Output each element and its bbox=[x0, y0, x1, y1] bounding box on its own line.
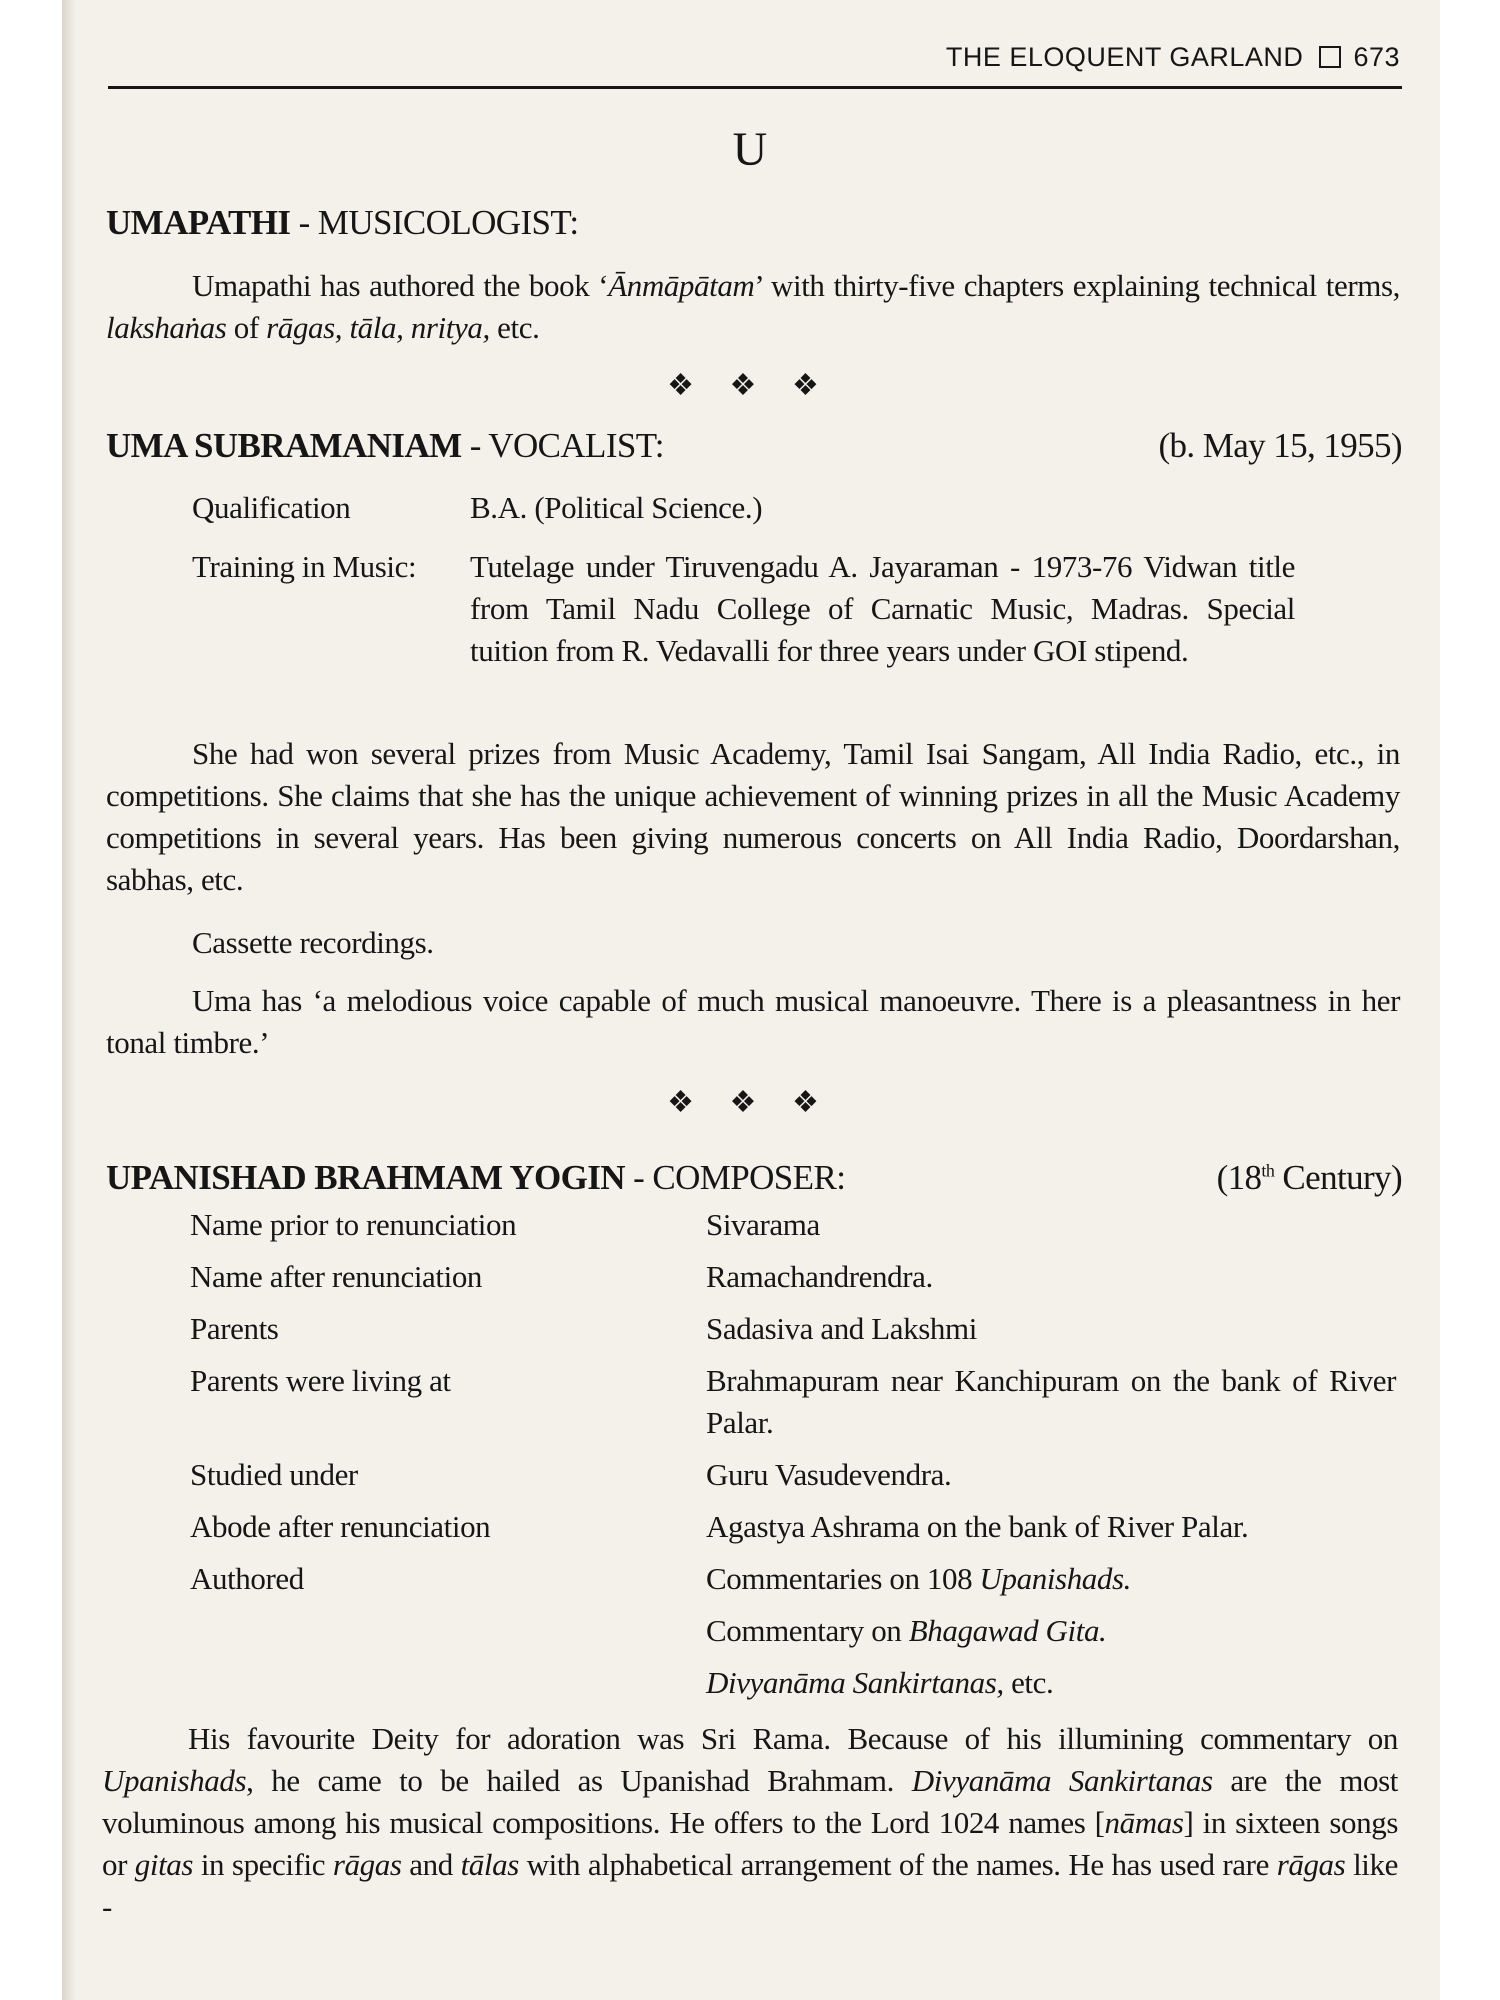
upanishad-description: His favourite Deity for adoration was Sri Rama. Because of his illumining commentary on Upanishads, he came to be hailed as Upanishad Brahmam. Divyanāma Sankirtanas are the most voluminous among his musical compositions. He offers to the Lord 1024 names [nāmas] in sixteen songs or gitas in specific rāgas and tālas with alphabetical arrangement of the names. He has used rare rāgas like - bbox=[102, 1721, 1398, 1924]
entry-heading-uma-subramaniam bbox=[106, 426, 1402, 466]
fact-row bbox=[0, 1558, 1500, 1600]
fact-label: Studied under bbox=[190, 1457, 358, 1492]
fact-value: Guru Vasudevendra. bbox=[706, 1457, 952, 1492]
fact-label: Training in Music: bbox=[192, 549, 417, 584]
section-ornament: ❖ ❖ ❖ bbox=[667, 1086, 833, 1119]
entry-role: - MUSICOLOGIST: bbox=[290, 203, 579, 242]
header-rule bbox=[108, 86, 1402, 89]
century: (18th Century) bbox=[1216, 1158, 1402, 1197]
birth-date: (b. May 15, 1955) bbox=[1158, 426, 1402, 465]
header-title: THE ELOQUENT GARLAND bbox=[945, 42, 1304, 72]
entry-role: - COMPOSER: bbox=[624, 1158, 846, 1197]
fact-value: Sadasiva and Lakshmi bbox=[706, 1311, 977, 1346]
fact-row bbox=[0, 487, 1500, 529]
fact-value: Brahmapuram near Kanchipuram on the bank of River Palar. bbox=[706, 1363, 1396, 1440]
fact-value: Ramachandrendra. bbox=[706, 1259, 933, 1294]
section-letter: U bbox=[732, 123, 768, 176]
page-number: 673 bbox=[1353, 42, 1400, 72]
fact-value: Commentaries on 108 Upanishads. bbox=[706, 1561, 1132, 1596]
fact-row bbox=[0, 1256, 1500, 1298]
fact-value: Tutelage under Tiruvengadu A. Jayaraman - 1973-76 Vidwan title from Tamil Nadu College of Carnatic Music, Madras. Special tuition from R. Vedavalli for three years under GOI stipend. bbox=[470, 549, 1295, 668]
entry-heading-umapathi bbox=[106, 203, 1402, 243]
fact-label: Name prior to renunciation bbox=[190, 1207, 517, 1242]
fact-row bbox=[0, 1360, 1500, 1444]
authored-item: Commentary on Bhagawad Gita. bbox=[706, 1613, 1107, 1648]
entry-name: UMAPATHI bbox=[106, 203, 291, 242]
square-bullet-icon bbox=[1319, 46, 1341, 68]
fact-row bbox=[0, 546, 1500, 716]
section-ornament: ❖ ❖ ❖ bbox=[667, 369, 833, 402]
uma-cassette-line: Cassette recordings. bbox=[192, 925, 434, 960]
fact-row bbox=[0, 1308, 1500, 1350]
fact-value: B.A. (Political Science.) bbox=[470, 490, 763, 525]
fact-value: Agastya Ashrama on the bank of River Palar. bbox=[706, 1509, 1249, 1544]
running-header bbox=[110, 42, 1400, 82]
authored-item: Divyanāma Sankirtanas, etc. bbox=[706, 1665, 1054, 1700]
fact-label: Parents bbox=[190, 1311, 279, 1346]
uma-voice-quote: Uma has ‘a melodious voice capable of much musical manoeuvre. There is a pleasantness in her tonal timbre.’ bbox=[106, 983, 1400, 1060]
entry-name: UPANISHAD BRAHMAM YOGIN bbox=[106, 1158, 625, 1197]
fact-label: Qualification bbox=[192, 490, 351, 525]
fact-row bbox=[0, 1454, 1500, 1496]
entry-role: - VOCALIST: bbox=[461, 426, 664, 465]
fact-value: Sivarama bbox=[706, 1207, 820, 1242]
fact-row bbox=[0, 1506, 1500, 1548]
fact-label: Parents were living at bbox=[190, 1363, 451, 1398]
entry-name: UMA SUBRAMANIAM bbox=[106, 426, 462, 465]
fact-label: Abode after renunciation bbox=[190, 1509, 491, 1544]
page-gutter-shadow bbox=[62, 0, 76, 2000]
fact-label: Name after renunciation bbox=[190, 1259, 483, 1294]
fact-row bbox=[0, 1204, 1500, 1246]
fact-label: Authored bbox=[190, 1561, 304, 1596]
uma-prizes-paragraph: She had won several prizes from Music Academy, Tamil Isai Sangam, All India Radio, etc., in competitions. She claims that she has the unique achievement of winning prizes in all the Music Academy competitions in several years. Has been giving numerous concerts on All India Radio, Doordarshan, sabhas, etc. bbox=[106, 736, 1400, 897]
umapathi-description: Umapathi has authored the book ‘Ānmāpātam’ with thirty-five chapters explaining technical terms, lakshaṅas of rāgas, tāla, nritya, etc. bbox=[106, 268, 1400, 345]
entry-heading-upanishad-brahmam bbox=[106, 1158, 1402, 1198]
